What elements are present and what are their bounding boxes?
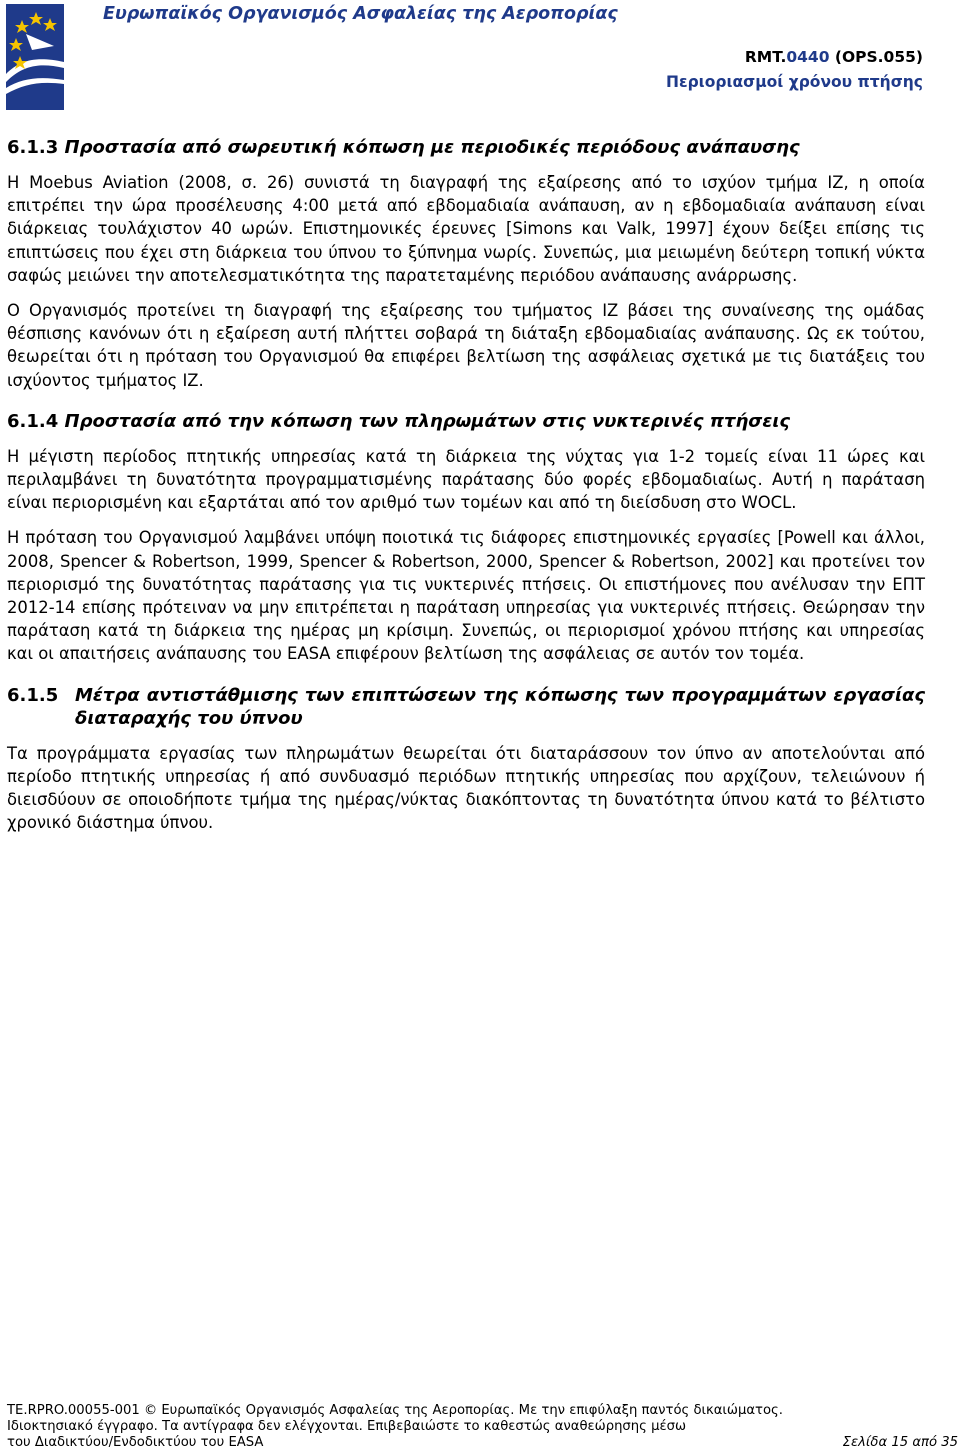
section-heading <box>7 684 925 730</box>
document-subject: Περιοριασμοί χρόνου πτήσης <box>665 73 923 91</box>
footer-copyright: TE.RPRO.00055-001 © Ευρωπαϊκός Οργανισμός Ασφαλείας της Αεροπορίας. Με την επιφύλαξη παντός δικαιώματος. <box>7 1403 783 1418</box>
paragraph: Η πρόταση του Οργανισμού λαμβάνει υπόψη ποιοτικά τις διάφορες επιστημονικές εργασίες [Powell και άλλοι, 2008, Spencer & Robertson, 1999, Spencer & Robertson, 2000, Spencer & Robertson, 2002] και προτείνει τον περιορισμό της δυνατότητας παράτασης για τις νυκτερινές πτήσεις. Οι επιστήμονες που ανέλυσαν την ΕΠΤ 2012-14 επίσης πρότειναν να μην επιτρέπεται η παράταση υπηρεσίας για νυκτερινές πτήσεις. Θεώρησαν την παράταση κατά τη διάρκεια της ημέρας μη κρίσιμη. Συνεπώς, οι περιορισμοί χρόνου πτήσης και υπηρεσίας και οι απαιτήσεις ανάπαυσης του EASA επιφέρουν βελτίωση της ασφάλειας σε αυτόν τον τομέα. <box>7 528 925 664</box>
paragraph: Η Moebus Aviation (2008, σ. 26) συνιστά τη διαγραφή της εξαίρεσης από το ισχύον τμήμα IZ, η οποία επιτρέπει την ώρα προσέλευσης 4:00 μετά από εβδομαδιαία ανάπαυση, αν η εβδομαδιαία ανάπαυση είναι διάρκειας τουλάχιστον 40 ωρών. Επιστημονικές έρευνες [Simons και Valk, 1997] έχουν δείξει επίσης τις επιπτώσεις που έχει στη διάρκεια του ύπνου το ξύπνημα νωρίς. Συνεπώς, μια μειωμένη δεύτερη τοπική νύκτα σαφώς μειώνει την αποτελεσματικότητα της παρατεταμένης περιόδου ανάπαυσης ανάρρωσης. <box>7 173 925 285</box>
document-body <box>7 136 925 846</box>
ref-suffix: (OPS.055) <box>829 48 923 66</box>
section-number: 6.1.5 <box>7 684 59 706</box>
section-title: Προστασία από σωρευτική κόπωση με περιοδικές περιόδους ανάπαυσης <box>64 137 800 158</box>
section-number: 6.1.4 <box>7 410 59 432</box>
ref-code: 0440 <box>786 48 830 66</box>
section-title: Προστασία από την κόπωση των πληρωμάτων στις νυκτερινές πτήσεις <box>64 410 791 432</box>
footer-notice-cont: του Διαδικτύου/Ενδοδικτύου του EASA <box>7 1435 264 1450</box>
paragraph: Τα προγράμματα εργασίας των πληρωμάτων θεωρείται ότι διαταράσσουν τον ύπνο αν αποτελούνται από περίοδο πτητικής υπηρεσίας ή από συνδυασμό περιόδων πτητικής υπηρεσίας που αρχίζουν, τελειώνουν ή διεισδύουν σε οποιοδήποτε τμήμα της ημέρας/νύκτας διακόπτοντας τη δυνατότητα ύπνου κατά το βέλτιστο χρονικό διάστημα ύπνου. <box>7 743 925 833</box>
ref-prefix: RMT. <box>744 48 787 66</box>
paragraph: Η μέγιστη περίοδος πτητικής υπηρεσίας κατά τη διάρκεια της νύχτας για 1-2 τομείς είναι 11 ώρες και περιλαμβάνει τη δυνατότητα προγραμματισμένης παράτασης δύο φορές εβδομαδιαίως. Αυτή η παράταση είναι περιορισμένη και εξαρτάται από τον αριθμό των τομέων και από τη διείσδυση στο WOCL. <box>7 446 925 513</box>
easa-logo-icon <box>6 4 64 110</box>
page-number: Σελίδα 15 από 35 <box>842 1435 958 1450</box>
section-heading <box>7 410 925 433</box>
section-heading <box>7 136 925 159</box>
section-title: Μέτρα αντιστάθμισης των επιπτώσεων της κόπωσης των προγραμμάτων εργασίας διαταραχής του ύπνου <box>75 684 925 729</box>
organization-name: Ευρωπαϊκός Οργανισμός Ασφαλείας της Αεροπορίας <box>103 4 618 24</box>
paragraph: Ο Οργανισμός προτείνει τη διαγραφή της εξαίρεσης του τμήματος IZ βάσει της συναίνεσης της ομάδας θέσπισης κανόνων ότι η εξαίρεση αυτή πλήττει σοβαρά τη διάταξη εβδομαδιαίας ανάπαυσης. Ως εκ τούτου, θεωρείται ότι η πρόταση του Οργανισμού θα επιφέρει βελτίωση της ασφάλειας σχετικά με τις διατάξεις του ισχύοντος τμήματος IZ. <box>7 301 925 390</box>
footer-notice: Ιδιοκτησιακό έγγραφο. Τα αντίγραφα δεν ελέγχονται. Επιβεβαιώστε το καθεστώς αναθεώρησης μέσω <box>7 1419 686 1434</box>
page-footer <box>7 1403 958 1451</box>
section-number: 6.1.3 <box>7 137 59 158</box>
document-reference <box>745 48 923 66</box>
